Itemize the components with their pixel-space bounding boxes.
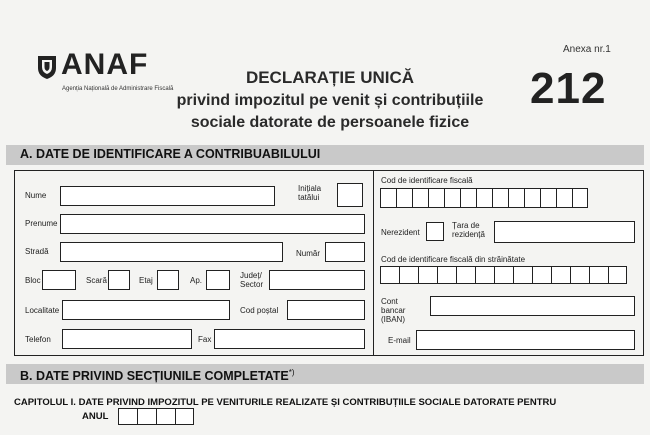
footnote-mark: *) xyxy=(288,368,295,377)
form-title: DECLARAȚIE UNICĂ xyxy=(245,68,415,87)
agency-name: Agenția Națională de Administrare Fiscală xyxy=(62,86,174,92)
label-numar: Număr xyxy=(296,249,321,258)
strada-field[interactable] xyxy=(60,242,283,262)
form-subtitle-2: sociale datorate de persoanele fizice xyxy=(190,114,470,131)
label-email: E-mail xyxy=(388,336,411,345)
chapter-i-title: CAPITOLUL I. DATE PRIVIND IMPOZITUL PE VENITURILE REALIZATE ȘI CONTRIBUȚIILE SOCIALE DATORATE PENTRU xyxy=(14,397,557,408)
shield-icon xyxy=(36,54,58,80)
label-ap: Ap. xyxy=(190,276,203,285)
section-a-title: A. DATE DE IDENTIFICARE A CONTRIBUABILULUI xyxy=(6,145,644,165)
localitate-field[interactable] xyxy=(62,300,230,320)
initiala-field[interactable] xyxy=(337,183,363,207)
bloc-field[interactable] xyxy=(42,270,76,290)
label-cod-postal: Cod poștal xyxy=(240,306,279,315)
label-judet: Județ/ Sector xyxy=(240,271,264,289)
anaf-logo xyxy=(36,48,181,86)
section-b-title xyxy=(6,364,644,384)
numar-field[interactable] xyxy=(325,242,365,262)
frame-divider xyxy=(373,170,374,356)
label-nume: Nume xyxy=(25,191,47,200)
label-nerezident: Nerezident xyxy=(381,228,420,237)
form-number: 212 xyxy=(530,64,607,113)
label-cont: Cont bancar (IBAN) xyxy=(381,297,406,324)
scara-field[interactable] xyxy=(108,270,130,290)
form-subtitle-1: privind impozitul pe venit și contribuțiile xyxy=(176,92,484,109)
label-strada: Stradă xyxy=(25,247,49,256)
label-initiala: Inițiala tatălui xyxy=(298,184,322,202)
label-telefon: Telefon xyxy=(25,335,51,344)
judet-field[interactable] xyxy=(269,270,365,290)
cod-postal-field[interactable] xyxy=(287,300,365,320)
label-bloc: Bloc xyxy=(25,276,41,285)
fax-field[interactable] xyxy=(214,329,365,349)
nerezident-checkbox[interactable] xyxy=(426,222,444,241)
iban-field[interactable] xyxy=(430,296,635,316)
section-b-text: B. DATE PRIVIND SECȚIUNILE COMPLETATE xyxy=(20,369,289,384)
label-anul: ANUL xyxy=(82,411,109,422)
anul-cells[interactable] xyxy=(118,408,194,425)
label-cif-strain: Cod de identificare fiscală din străinătate xyxy=(381,255,526,264)
email-field[interactable] xyxy=(416,330,635,350)
label-prenume: Prenume xyxy=(25,219,58,228)
label-tara: Țara de rezidență xyxy=(452,221,485,239)
tara-field[interactable] xyxy=(494,221,635,243)
prenume-field[interactable] xyxy=(60,214,365,234)
annex-label: Anexa nr.1 xyxy=(563,44,611,55)
label-etaj: Etaj xyxy=(139,276,153,285)
telefon-field[interactable] xyxy=(62,329,192,349)
etaj-field[interactable] xyxy=(157,270,179,290)
label-scara: Scară xyxy=(86,276,107,285)
label-cif: Cod de identificare fiscală xyxy=(381,176,473,185)
logo-text: ANAF xyxy=(61,48,149,81)
cif-cells[interactable] xyxy=(380,188,588,208)
label-fax: Fax xyxy=(198,335,212,344)
ap-field[interactable] xyxy=(206,270,230,290)
nume-field[interactable] xyxy=(60,186,275,206)
label-localitate: Localitate xyxy=(25,306,60,315)
cif-strain-cells[interactable] xyxy=(380,266,627,284)
